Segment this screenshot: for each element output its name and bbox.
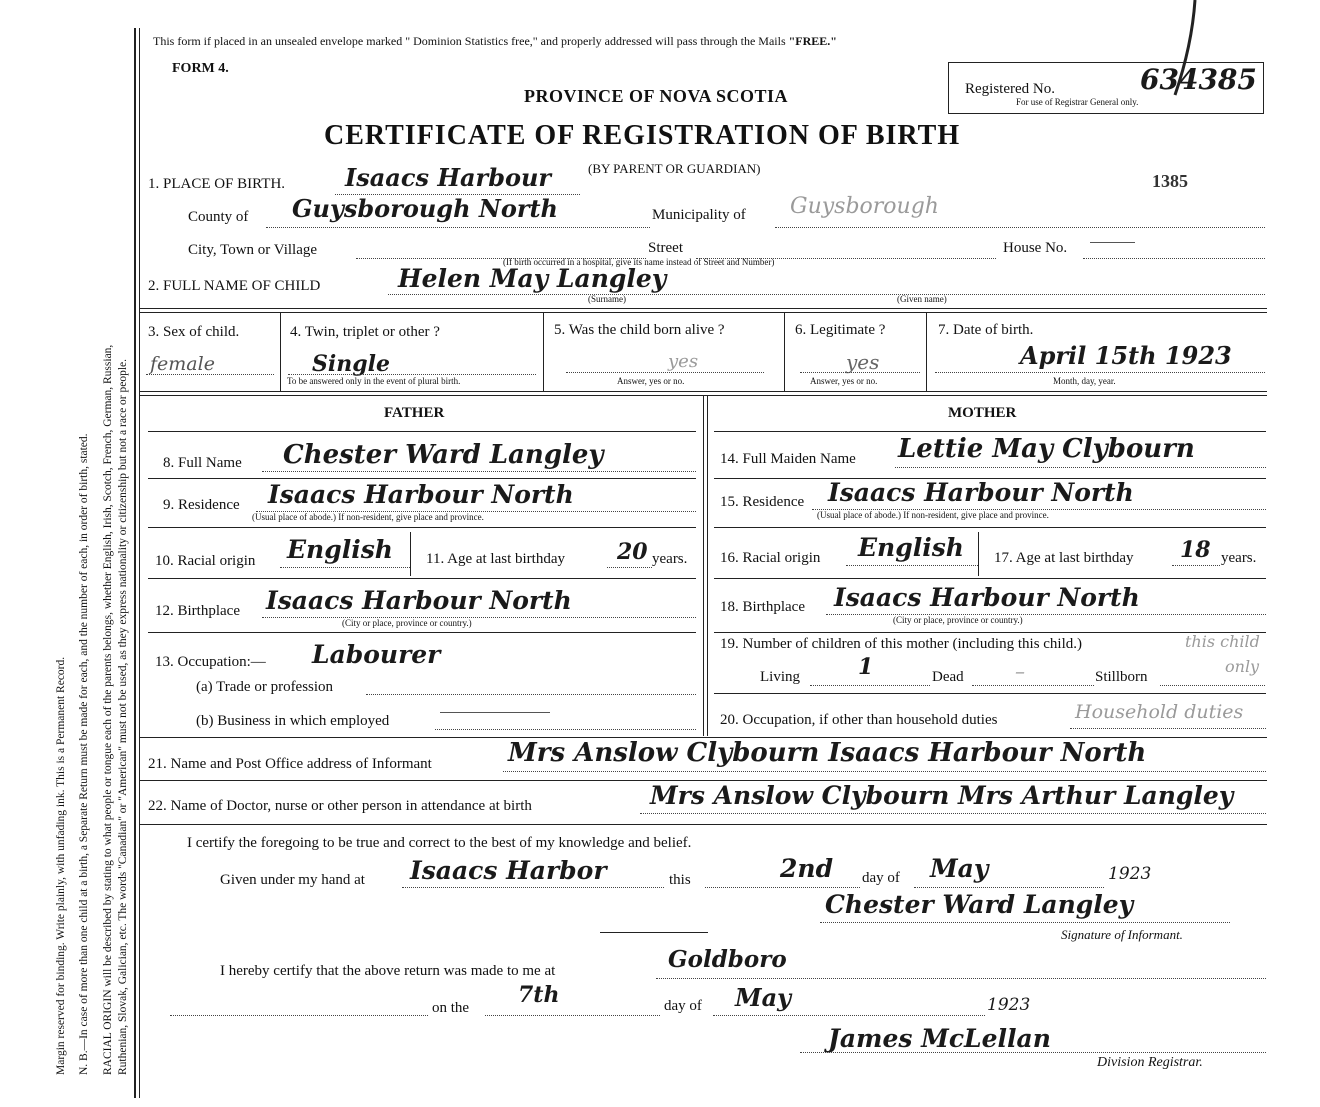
alive-label: 5. Was the child born alive ?	[554, 322, 725, 338]
registrar-title: Division Registrar.	[1097, 1055, 1203, 1070]
given-day: 2nd	[780, 854, 834, 883]
mother-residence-value: Isaacs Harbour North	[828, 478, 1134, 507]
side-number: 1385	[1152, 171, 1188, 191]
father-name-value: Chester Ward Langley	[283, 440, 604, 470]
f-rule-1	[148, 431, 696, 432]
street-label: Street	[648, 240, 683, 256]
doctor-value: Mrs Anslow Clybourn Mrs Arthur Langley	[650, 781, 1234, 810]
margin-border	[134, 28, 136, 1098]
given-year: 1923	[1108, 864, 1152, 884]
f-bp-line	[262, 617, 696, 618]
stillborn-line	[1160, 685, 1265, 686]
alive-line	[566, 372, 764, 373]
margin-note-1: Margin reserved for binding. Write plainly, with unfading ink. This is a Permanent Record.	[55, 656, 67, 1075]
given-day-line	[705, 887, 860, 888]
alive-note: Answer, yes or no.	[617, 376, 685, 386]
province-heading: PROVINCE OF NOVA SCOTIA	[524, 86, 789, 106]
registrar-sig-line	[800, 1052, 1266, 1053]
dead-line	[972, 685, 1094, 686]
city-label: City, Town or Village	[188, 242, 318, 258]
mother-residence-note: (Usual place of abode.) If non-resident, give place and province.	[817, 510, 1049, 520]
m-racial-line	[846, 565, 978, 566]
form-number: FORM 4.	[172, 61, 229, 76]
given-day-of: day of	[862, 870, 900, 886]
father-birthplace-note: (City or place, province or country.)	[342, 618, 472, 628]
parents-divider-1	[703, 396, 704, 736]
f-business-line	[435, 729, 696, 730]
registrar-on-line-pre	[170, 1015, 428, 1016]
registrar-place-line	[656, 978, 1266, 979]
mail-notice: This form if placed in an unsealed envelope marked " Dominion Statistics free," and properly addressed will pass through the Mails "FREE."	[153, 34, 837, 48]
f-business-dash	[440, 712, 550, 713]
given-note: (Given name)	[897, 294, 947, 304]
registrar-signature: James McLellan	[828, 1024, 1051, 1053]
living-line	[810, 685, 930, 686]
mother-birthplace-note: (City or place, province or country.)	[893, 615, 1023, 625]
dead-value: –	[1015, 659, 1025, 683]
father-residence-label: 9. Residence	[163, 497, 240, 513]
sex-label: 3. Sex of child.	[148, 324, 240, 340]
given-month-line	[914, 887, 1104, 888]
rule-mid	[139, 391, 1267, 392]
municipality-label: Municipality of	[652, 207, 746, 223]
registrar-on-the: on the	[432, 1000, 470, 1016]
mother-residence-label: 15. Residence	[720, 494, 805, 510]
f-racial-sep	[410, 532, 411, 576]
mother-birthplace-value: Isaacs Harbour North	[834, 583, 1140, 612]
registrar-day: 7th	[518, 982, 560, 1008]
father-birthplace-value: Isaacs Harbour North	[266, 586, 572, 615]
alive-value: yes	[668, 351, 699, 372]
f-rule-4	[148, 578, 696, 579]
divider-short	[600, 932, 708, 933]
dob-label: 7. Date of birth.	[938, 322, 1034, 338]
margin-note-4: Ruthenian, Slovak, Galician, etc. The words "Canadian" or "American" must not be used, as they express nationality or citizenship but not a race or people.	[117, 358, 129, 1075]
twin-label: 4. Twin, triplet or other ?	[290, 324, 440, 340]
doctor-line	[640, 813, 1266, 814]
signature-label: Signature of Informant.	[1061, 927, 1183, 942]
informant-signature: Chester Ward Langley	[825, 890, 1134, 919]
county-line	[266, 227, 650, 228]
legit-line	[800, 372, 920, 373]
f-rule-5	[148, 632, 696, 633]
sex-line	[146, 374, 274, 375]
dead-label: Dead	[932, 669, 964, 685]
father-racial-value: English	[287, 535, 393, 564]
col-div-4	[926, 313, 927, 391]
given-month: May	[930, 854, 989, 883]
mother-racial-value: English	[858, 533, 964, 562]
county-label: County of	[188, 209, 249, 225]
child-name-line	[388, 294, 1265, 295]
mother-racial-label: 16. Racial origin	[720, 550, 821, 566]
this-label: this	[669, 872, 691, 888]
registrar-day-of: day of	[664, 998, 702, 1014]
rule-22	[139, 824, 1267, 825]
father-occupation-value: Labourer	[312, 640, 441, 669]
father-age-label: 11. Age at last birthday	[426, 551, 565, 567]
doctor-label: 22. Name of Doctor, nurse or other person in attendance at birth	[148, 798, 532, 814]
father-trade-label: (a) Trade or profession	[196, 679, 334, 695]
margin-note-3: RACIAL ORIGIN will be described by stating to what people or tongue each of the parents belongs, whether English, Irish, Scotch, French, German, Russian,	[102, 344, 114, 1075]
m-rule-1	[714, 431, 1266, 432]
mother-children-label: 19. Number of children of this mother (including this child.)	[720, 636, 1083, 652]
child-name-value: Helen May Langley	[398, 264, 667, 293]
registrar-place: Goldboro	[668, 946, 787, 973]
dob-value: April 15th 1923	[1020, 341, 1232, 370]
father-racial-label: 10. Racial origin	[155, 553, 256, 569]
given-line	[402, 887, 664, 888]
m-bp-line	[826, 614, 1266, 615]
father-occupation-label: 13. Occupation:—	[155, 654, 266, 670]
certify-statement: I certify the foregoing to be true and correct to the best of my knowledge and belief.	[187, 835, 692, 851]
legit-label: 6. Legitimate ?	[795, 322, 886, 338]
f-name-line	[262, 471, 696, 472]
father-birthplace-label: 12. Birthplace	[155, 603, 240, 619]
municipality-line	[775, 227, 1265, 228]
f-age-line	[607, 567, 652, 568]
m-rule-5	[714, 632, 1266, 633]
registrar-year: 1923	[987, 995, 1031, 1015]
twin-note: To be answered only in the event of plural birth.	[287, 376, 461, 386]
legit-note: Answer, yes or no.	[810, 376, 878, 386]
col-div-2	[543, 313, 544, 391]
m-name-line	[895, 467, 1266, 468]
house-dash	[1090, 242, 1135, 243]
certificate-title: CERTIFICATE OF REGISTRATION OF BIRTH	[324, 120, 961, 151]
father-heading: FATHER	[384, 405, 445, 421]
mother-age-label: 17. Age at last birthday	[994, 550, 1134, 566]
informant-line	[503, 771, 1266, 772]
mother-children-note: this child	[1185, 632, 1260, 651]
col-div-3	[784, 313, 785, 391]
mother-heading: MOTHER	[948, 405, 1017, 421]
registrar-month-line	[713, 1015, 985, 1016]
f-racial-line	[280, 567, 410, 568]
municipality-value: Guysborough	[790, 194, 939, 219]
registered-number: 634385	[1140, 63, 1257, 96]
house-line	[1083, 258, 1265, 259]
mother-children-note-2: only	[1225, 657, 1260, 676]
living-label: Living	[760, 669, 800, 685]
twin-value: Single	[312, 351, 390, 377]
m-rule-3	[714, 527, 1266, 528]
hospital-note: (If birth occurred in a hospital, give its name instead of Street and Number)	[503, 257, 775, 267]
twin-line	[288, 374, 536, 375]
given-place: Isaacs Harbor	[410, 856, 607, 885]
father-age-value: 20	[617, 539, 648, 565]
mother-age-value: 18	[1180, 537, 1211, 563]
child-name-label: 2. FULL NAME OF CHILD	[148, 278, 321, 294]
father-name-label: 8. Full Name	[163, 455, 242, 471]
dob-note: Month, day, year.	[1053, 376, 1116, 386]
stillborn-label: Stillborn	[1095, 669, 1148, 685]
col-div-1	[280, 313, 281, 391]
f-rule-2	[148, 478, 696, 479]
mother-name-label: 14. Full Maiden Name	[720, 451, 856, 467]
m-age-line	[1172, 565, 1220, 566]
surname-note: (Surname)	[588, 294, 626, 304]
pen-stroke	[1165, 0, 1205, 100]
m-rule-4	[714, 578, 1266, 579]
m-occ-line	[1070, 728, 1266, 729]
sex-value: female	[150, 353, 215, 375]
mother-occupation-value: Household duties	[1075, 701, 1244, 723]
father-residence-note: (Usual place of abode.) If non-resident, give place and province.	[252, 512, 484, 522]
f-rule-3	[148, 527, 696, 528]
mother-occupation-label: 20. Occupation, if other than household duties	[720, 712, 998, 728]
rule-top	[139, 308, 1267, 309]
father-years: years.	[652, 551, 688, 567]
informant-value: Mrs Anslow Clybourn Isaacs Harbour North	[508, 738, 1147, 768]
parents-divider-2	[707, 396, 708, 736]
registrar-note: For use of Registrar General only.	[1016, 97, 1139, 107]
father-residence-value: Isaacs Harbour North	[268, 480, 574, 509]
mother-years: years.	[1221, 550, 1257, 566]
certificate-subtitle: (BY PARENT OR GUARDIAN)	[588, 161, 761, 176]
m-racial-sep	[978, 532, 979, 576]
dob-line	[935, 372, 1265, 373]
registrar-day-line	[485, 1015, 660, 1016]
given-label: Given under my hand at	[220, 872, 365, 888]
signature-line	[820, 922, 1230, 923]
margin-note-2: N. B.—In case of more than one child at a birth, a Separate Return must be made for each, and the number of each, in order of birth, stated.	[78, 433, 90, 1075]
margin-border-inner	[139, 28, 140, 1098]
mother-birthplace-label: 18. Birthplace	[720, 599, 805, 615]
living-value: 1	[858, 654, 874, 680]
legit-value: yes	[846, 350, 880, 374]
house-label: House No.	[1003, 240, 1068, 256]
father-business-label: (b) Business in which employed	[196, 713, 390, 729]
registered-label: Registered No.	[965, 81, 1055, 97]
m-rule-6	[714, 693, 1266, 694]
place-of-birth-label: 1. PLACE OF BIRTH.	[148, 176, 286, 192]
registrar-month: May	[735, 983, 792, 1012]
county-value: Guysborough North	[292, 194, 559, 223]
informant-label: 21. Name and Post Office address of Informant	[148, 756, 432, 772]
registrar-statement: I hereby certify that the above return was made to me at	[220, 963, 556, 979]
f-trade-line	[366, 694, 696, 695]
rule-top-2	[139, 312, 1267, 313]
mother-name-value: Lettie May Clybourn	[898, 434, 1195, 464]
place-of-birth-value: Isaacs Harbour	[345, 163, 552, 192]
